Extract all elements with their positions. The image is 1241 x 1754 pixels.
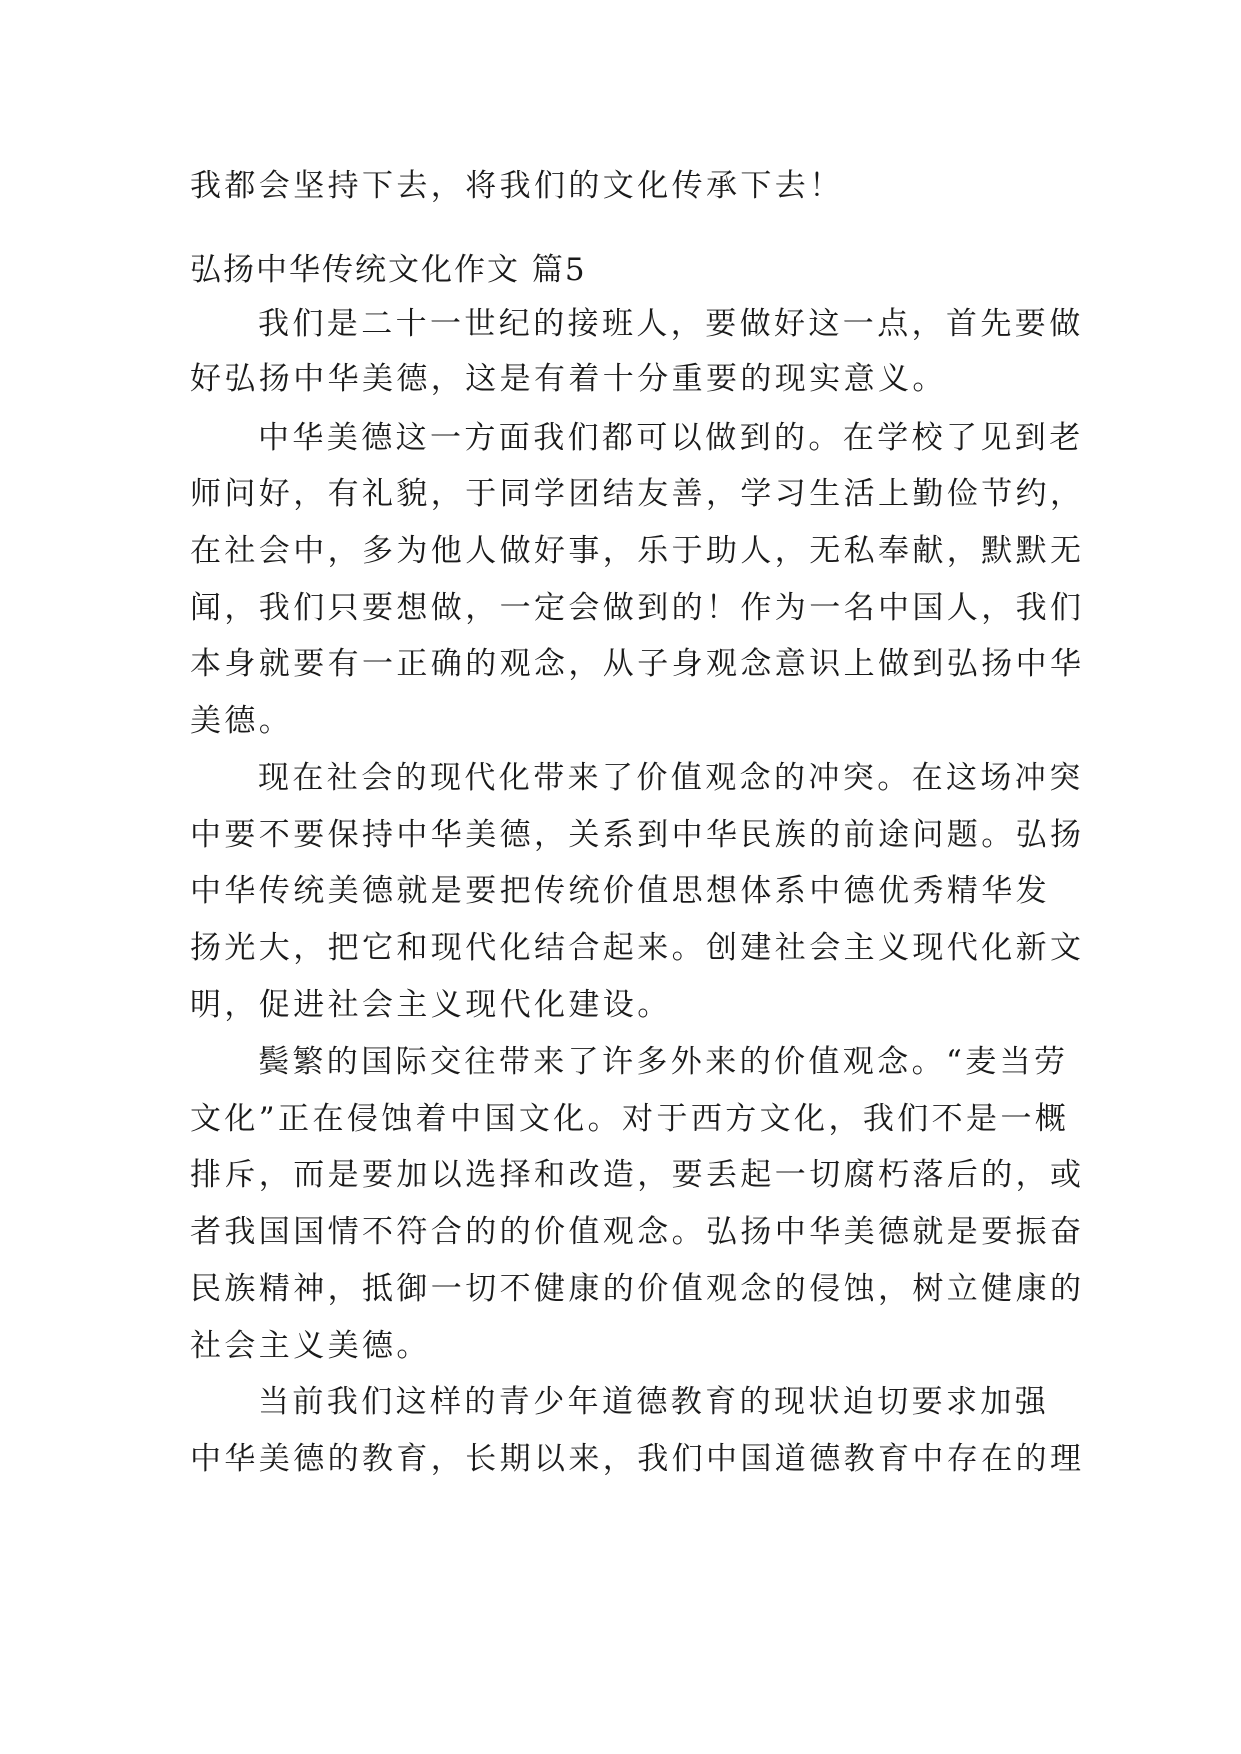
paragraph-line: 民族精神，抵御一切不健康的价值观念的侵蚀，树立健康的 [190,1271,1085,1307]
paragraph-line: 文化”正在侵蚀着中国文化。对于西方文化，我们不是一概 [190,1101,1070,1137]
paragraph-line: 中华美德的教育，长期以来，我们中国道德教育中存在的理 [190,1441,1085,1477]
paragraph-line: 中华传统美德就是要把传统价值思想体系中德优秀精华发 [190,873,1050,909]
paragraph-line: 社会主义美德。 [190,1328,431,1364]
paragraph-line: 我们是二十一世纪的接班人，要做好这一点，首先要做 [258,306,1084,342]
paragraph-line: 鬓繁的国际交往带来了许多外来的价值观念。“麦当劳 [258,1044,1069,1080]
paragraph-line: 中要不要保持中华美德，关系到中华民族的前途问题。弘扬 [190,817,1085,853]
paragraph-line: 师问好，有礼貌，于同学团结友善，学习生活上勤俭节约， [190,476,1085,512]
section-title: 弘扬中华传统文化作文 篇5 [190,252,587,288]
paragraph-line: 当前我们这样的青少年道德教育的现状迫切要求加强 [258,1384,1050,1420]
paragraph-line: 在社会中，多为他人做好事，乐于助人，无私奉献，默默无 [190,533,1085,569]
paragraph-line: 者我国国情不符合的的价值观念。弘扬中华美德就是要振奋 [190,1214,1085,1250]
paragraph-line: 中华美德这一方面我们都可以做到的。在学校了见到老 [258,420,1084,456]
paragraph-line: 明，促进社会主义现代化建设。 [190,987,672,1023]
paragraph-line: 现在社会的现代化带来了价值观念的冲突。在这场冲突 [258,760,1084,796]
paragraph-line: 美德。 [190,703,294,739]
paragraph-line: 闻，我们只要想做，一定会做到的！作为一名中国人，我们 [190,590,1085,626]
paragraph-line: 扬光大，把它和现代化结合起来。创建社会主义现代化新文 [190,930,1085,966]
continuation-line: 我都会坚持下去，将我们的文化传承下去！ [190,168,844,204]
paragraph-line: 本身就要有一正确的观念，从子身观念意识上做到弘扬中华 [190,646,1085,682]
paragraph-line: 排斥，而是要加以选择和改造，要丢起一切腐朽落后的，或 [190,1157,1085,1193]
paragraph-line: 好弘扬中华美德，这是有着十分重要的现实意义。 [190,361,947,397]
